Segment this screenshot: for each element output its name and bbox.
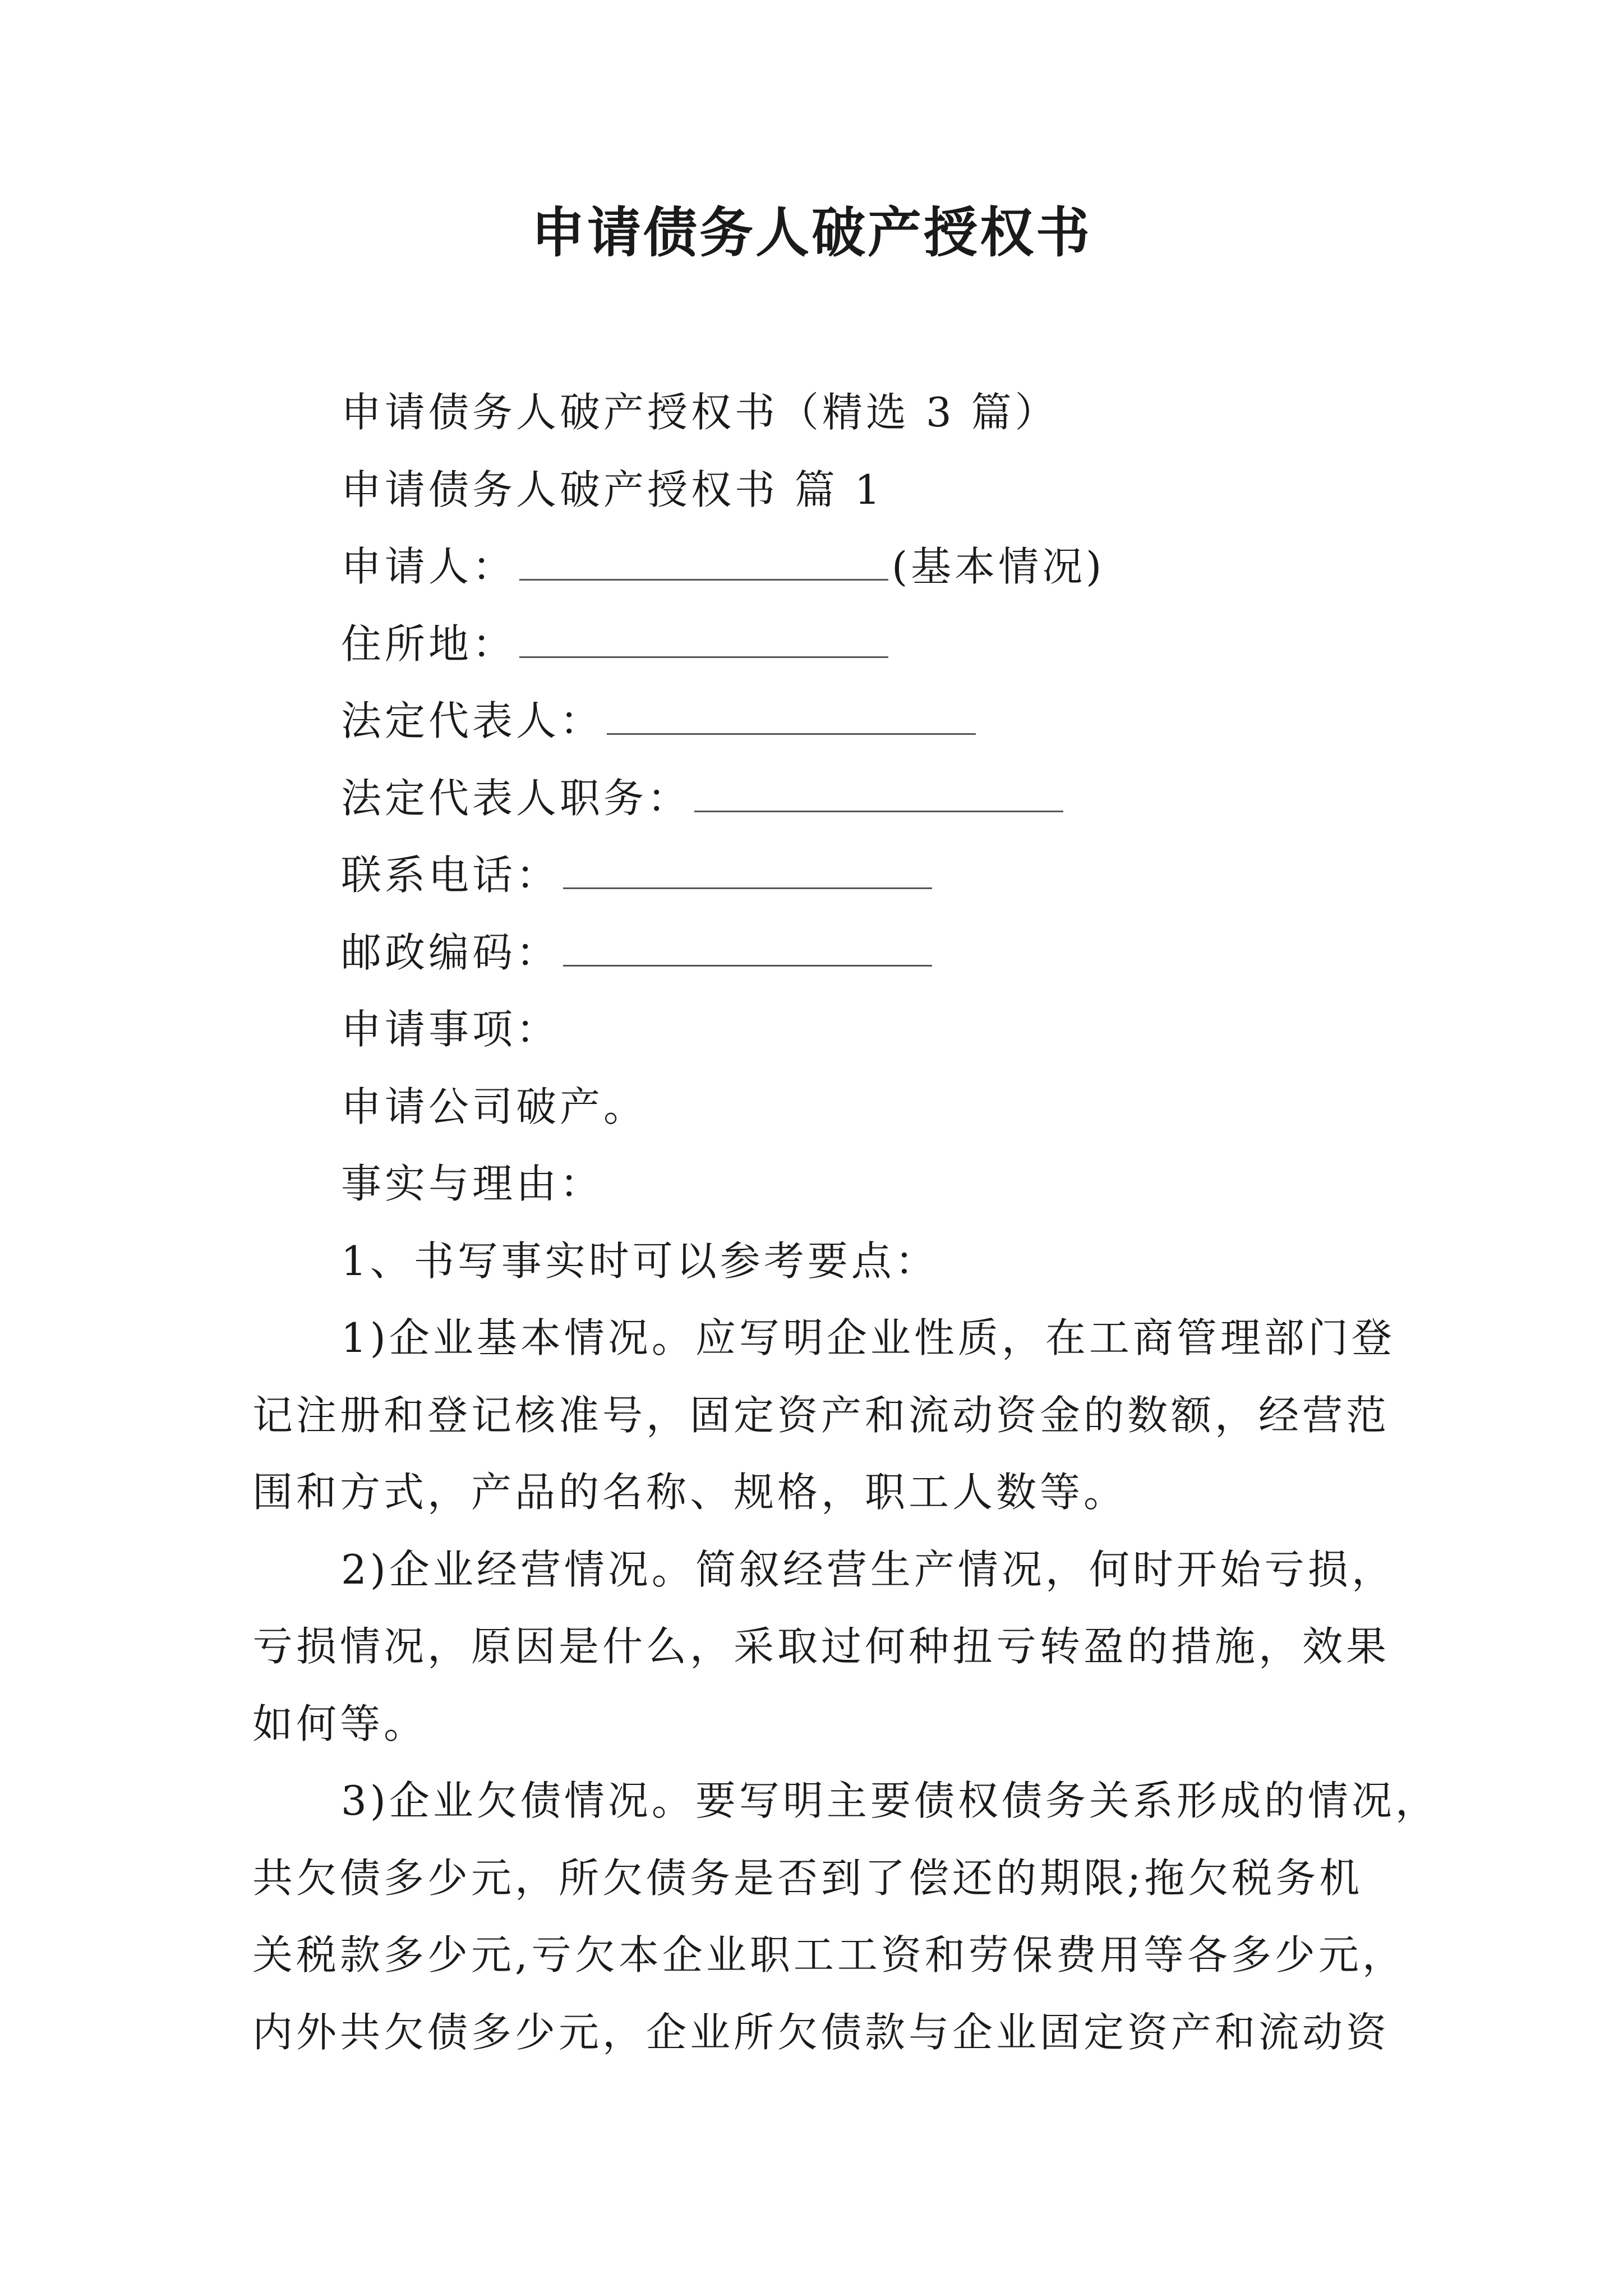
facts-point-1: 1、书写事实时可以参考要点： (341, 1237, 939, 1285)
para3-line1: 3)企业欠债情况。要写明主要债权债务关系形成的情况， (341, 1777, 1439, 1824)
para1-line2: 记注册和登记核准号，固定资产和流动资金的数额，经营范 (252, 1392, 1390, 1439)
address-line (341, 616, 892, 672)
postcode-label: 邮政编码： (341, 929, 560, 976)
request-heading: 申请事项： (341, 1006, 560, 1053)
request-body: 申请公司破产。 (341, 1083, 648, 1130)
legal-rep-blank (607, 694, 976, 735)
section-heading: 申请债务人破产授权书 篇 1 (341, 466, 884, 513)
para2-line3: 如何等。 (252, 1700, 428, 1747)
document-title: 申请债务人破产授权书 (531, 201, 1092, 264)
legal-rep-title-blank (694, 771, 1063, 812)
phone-line (341, 847, 935, 903)
postcode-blank (563, 926, 932, 967)
para3-line3: 关税款多少元,亏欠本企业职工工资和劳保费用等各多少元， (252, 1931, 1406, 1978)
applicant-suffix: (基本情况) (892, 543, 1105, 590)
legal-rep-title-line (341, 770, 1067, 826)
phone-blank (563, 848, 932, 889)
address-label: 住所地： (341, 620, 517, 668)
para3-line2: 共欠债多少元，所欠债务是否到了偿还的期限;拖欠税务机 (252, 1855, 1363, 1902)
phone-label: 联系电话： (341, 852, 560, 899)
applicant-blank (519, 540, 888, 581)
address-blank (519, 617, 888, 658)
postcode-line (341, 924, 935, 981)
legal-rep-title-label: 法定代表人职务： (341, 775, 691, 822)
applicant-label: 申请人： (341, 543, 517, 590)
para1-line3: 围和方式，产品的名称、规格，职工人数等。 (252, 1469, 1128, 1516)
legal-rep-line (341, 693, 979, 749)
applicant-line (341, 539, 1105, 595)
selection-subtitle: 申请债务人破产授权书（精选 3 篇） (341, 389, 1059, 436)
legal-rep-label: 法定代表人： (341, 697, 604, 744)
para2-line1: 2)企业经营情况。简叙经营生产情况，何时开始亏损， (341, 1546, 1395, 1593)
facts-heading: 事实与理由： (341, 1160, 604, 1207)
para3-line4: 内外共欠债多少元，企业所欠债款与企业固定资产和流动资 (252, 2009, 1390, 2056)
para1-line1: 1)企业基本情况。应写明企业性质，在工商管理部门登 (341, 1314, 1395, 1361)
para2-line2: 亏损情况，原因是什么，采取过何种扭亏转盈的措施，效果 (252, 1623, 1390, 1670)
